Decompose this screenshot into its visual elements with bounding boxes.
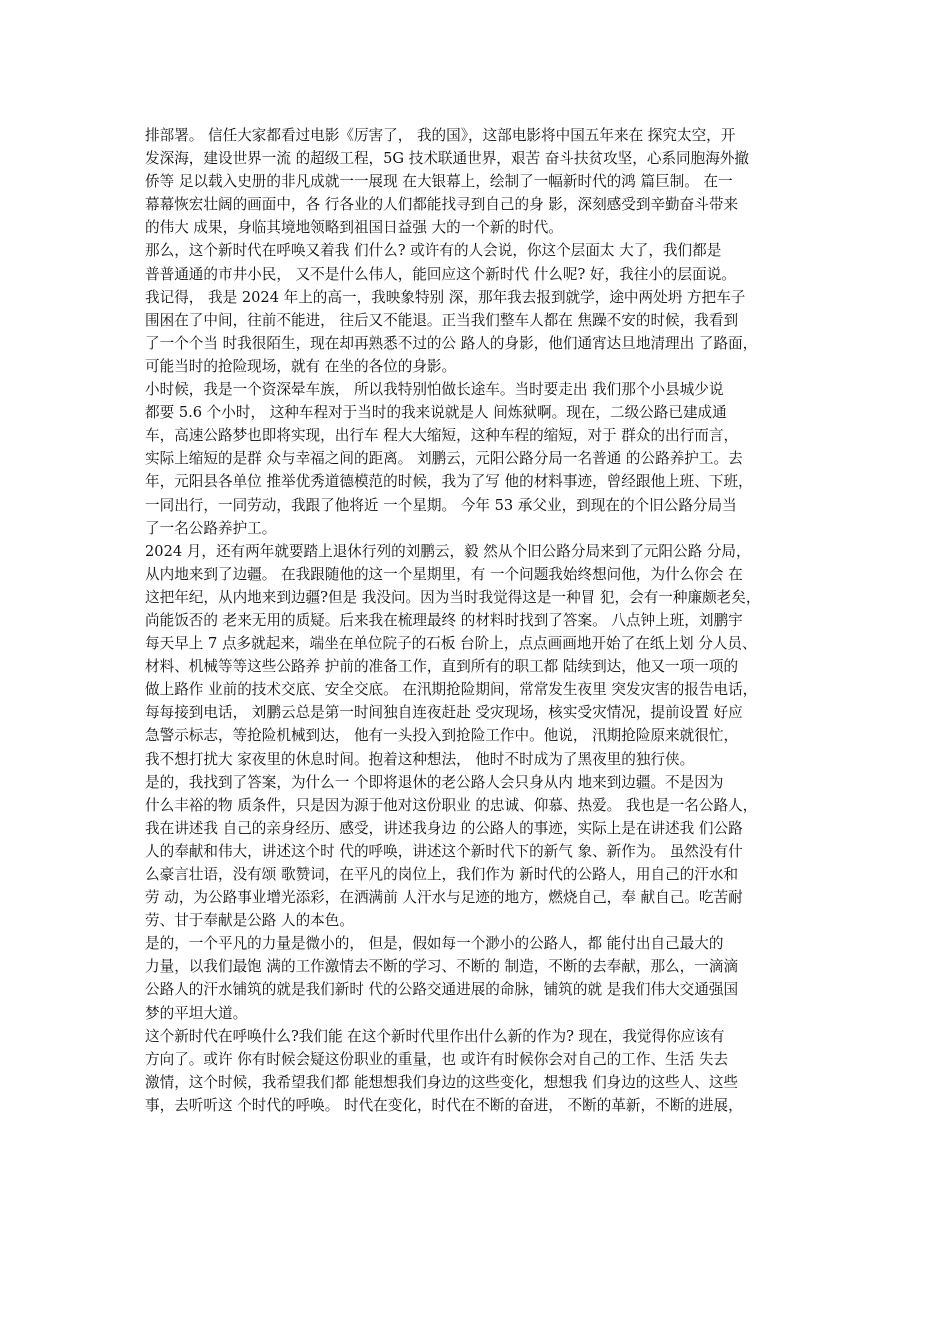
text-line: 是的，我找到了答案，为什么一 个即将退休的老公路人会只身从内 地来到边疆。不是因为 [145,773,724,791]
text-line: 车，高速公路梦也即将实现，出行车 程大大缩短，这种车程的缩短，对于 群众的出行而言， [145,427,739,445]
text-line: 从内地来到了边疆。 在我跟随他的这一个星期里，有 一个问题我始终想问他，为什么你会 在 [145,565,743,583]
text-line: 尚能饭否的 老来无用的质疑。后来我在梳理最终 的材料时找到了答案。 八点钟上班，刘鹏宇 [145,611,743,629]
paragraph [145,540,805,771]
text-line: 普普通通的市井小民， 又不是什么伟人，能回应这个新时代 什么呢? 好，我往小的层面说。 [145,265,736,283]
text-line: 一同出行，一同劳动，我跟了他将近 一个星期。 今年 53 承父业，到现在的个旧公路分局当 [145,496,737,514]
text-line: 年，元阳县各单位 推举优秀道德模范的时候，我为了写 他的材料事迹，曾经跟他上班、下班， [145,473,753,491]
text-line: 我不想打扰大 家夜里的休息时间。抱着这种想法， 他时不时成为了黑夜里的独行侠。 [145,750,695,768]
text-line: 了一个个当 时我很陌生，现在却再熟悉不过的公 路人的身影，他们通宵达旦地清理出 了路面， [145,334,758,352]
text-line: 排部署。 信任大家都看过电影《厉害了， 我的国》，这部电影将中国五年来在 探究太空，开 [145,127,736,144]
text-line: 我记得， 我是 2024 年上的高一，我映象特别 深，那年我去报到就学，途中两处坍 方把车子 [145,288,746,306]
text-line: 什么丰裕的物 质条件，只是因为源于他对这份职业 的忠诚、仰慕、热爱。 我也是一名公路人， [145,796,758,814]
text-line: 实际上缩短的是群 众与幸福之间的距离。 刘鹏云，元阳公路分局一名普通 的公路养护工。去 [145,450,743,468]
text-line: 劳 动，为公路事业增光添彩，在洒满前 人汗水与足迹的地方，燃烧自己，奉 献自己。吃苦耐 [145,889,743,907]
text-line: 做上路作 业前的技术交底、安全交底。 在汛期抢险期间，常常发生夜里 突发灾害的报告电话， [145,681,758,699]
text-line: 公路人的汗水铺筑的就是我们新时 代的公路交通进展的命脉，铺筑的就 是我们伟大交通强国 [145,981,739,999]
text-line: 2024 月，还有两年就要踏上退休行列的刘鹏云，毅 然从个旧公路分局来到了元阳公路 分局， [145,542,751,560]
paragraph [145,932,805,1024]
text-line: 方向了。或许 你有时候会疑这份职业的重量，也 或许有时候你会对自己的工作、生活 失去 [145,1050,729,1068]
text-line: 每每接到电话， 刘鹏云总是第一时间独自连夜赶赴 受灾现场，核实受灾情况，提前设置 好应 [145,704,743,722]
text-line: 么豪言壮语，没有颂 歌赞词，在平凡的岗位上，我们作为 新时代的公路人，用自己的汗水和 [145,866,739,883]
paragraph [145,1025,805,1117]
text-line: 这把年纪，从内地来到边疆?但是 我没问。因为当时我觉得这是一种冒 犯，会有一种廉颇老矣， [145,588,761,606]
text-line: 事，去听听这 个时代的呼唤。 时代在变化，时代在不断的奋进， 不断的革新，不断的进展， [145,1096,743,1114]
paragraph [145,239,805,378]
text-line: 可能当时的抢险现场，就有 在坐的各位的身影。 [145,357,457,375]
paragraph [145,378,805,540]
text-line: 力量，以我们最饱 满的工作激情去不断的学习、不断的 制造，不断的去奉献，那么，一滴滴 [145,958,739,976]
text-line: 都要 5.6 个小时， 这种车程对于当时的我来说就是人 间炼狱啊。现在，二级公路已建成通 [145,404,727,422]
paragraph [145,124,805,239]
text-line: 侨等 足以载入史册的非凡成就一一展现 在大银幕上，绘制了一幅新时代的鸿 篇巨制。 在一 [145,173,733,191]
text-line: 每天早上 7 点多就起来，端坐在单位院子的石板 台阶上，点点画画地开始了在纸上划 分人员、 [145,635,757,653]
text-line: 小时候，我是一个资深晕车族， 所以我特别怕做长途车。当时要走出 我们那个小县城少说 [145,381,724,399]
text-line: 围困在了中间，往前不能进， 往后又不能退。正当我们整车人都在 焦躁不安的时候，我看到 [145,311,739,329]
text-line: 劳、甘于奉献是公路 人的本色。 [145,912,354,930]
paragraph [145,771,805,933]
text-line: 我在讲述我 自己的亲身经历、感受，讲述我身边 的公路人的事迹，实际上是在讲述我 们公路 [145,819,743,837]
text-line: 材料、机械等等这些公路养 护前的准备工作，直到所有的职工都 陆续到达，他又一项一项的 [145,658,739,676]
text-line: 了一名公路养护工。 [145,519,277,537]
text-line: 激情，这个时候，我希望我们都 能想想我们身边的这些变化，想想我 们身边的这些人、这些 [145,1073,739,1091]
text-line: 人的奉献和伟大，讲述这个时 代的呼唤，讲述这个新时代下的新气 象、新作为。 虽然没有什 [145,842,743,860]
text-line: 这个新时代在呼唤什么?我们能 在这个新时代里作出什么新的作为? 现在，我觉得你应该有 [145,1027,725,1045]
text-line: 是的，一个平凡的力量是微小的， 但是，假如每一个渺小的公路人，都 能付出自己最大的 [145,935,724,953]
document-body [145,124,805,1117]
text-line: 发深海，建设世界一流 的超级工程，5G 技术联通世界，艰苦 奋斗扶贫攻坚，心系同胞海外撤 [145,150,750,168]
text-line: 那么，这个新时代在呼唤又着我 们什么? 或许有的人会说，你这个层面太 大了，我们都是 [145,242,722,260]
text-line: 急警示标志，等抢险机械到达， 他有一头投入到抢险工作中。他说， 汛期抢险原来就很忙， [145,727,739,745]
text-line: 幕幕恢宏壮阔的画面中，各 行各业的人们都能找寻到自己的身 影，深刻感受到辛勤奋斗带来 [145,196,739,214]
text-line: 的伟大 成果，身临其境地领略到祖国日益强 大的一个新的时代。 [145,219,563,237]
text-line: 梦的平坦大道。 [145,1004,248,1022]
